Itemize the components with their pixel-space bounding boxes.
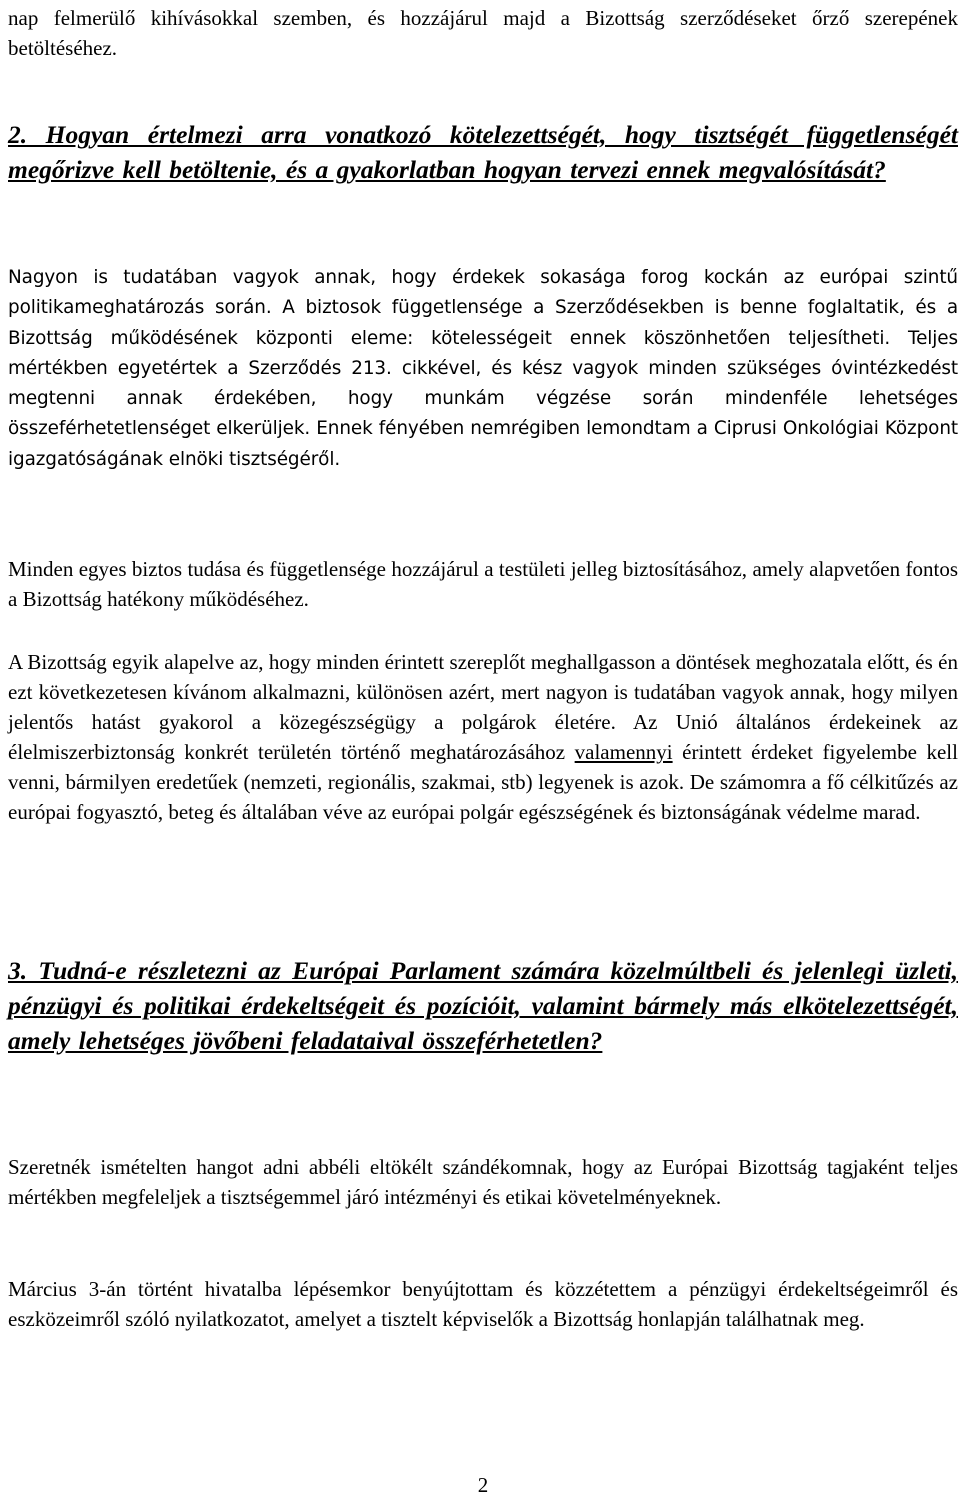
- intro-paragraph: nap felmerülő kihívásokkal szemben, és hozzájárul majd a Bizottság szerződéseket őrző szerepének betöltéséhez.: [8, 6, 958, 60]
- question-2-heading: 2. Hogyan értelmezi arra vonatkozó kötelezettségét, hogy tisztségét függetlenségét megőrizve kell betöltenie, és a gyakorlatban hogyan tervezi ennek megvalósítását?: [8, 120, 958, 184]
- paragraph-3-text-after: érintett érdeket figyelembe kell venni, bármilyen eredetűek (nemzeti, regionális, szakmai, stb) legyenek is azok. De számomra a fő célkitűzés az európai fogyasztó, beteg és általában véve az európai polgár egészségének és biztonságának védelme marad.: [8, 740, 958, 824]
- answer-paragraph-4: Szeretnék ismételten hangot adni abbéli eltökélt szándékomnak, hogy az Európai Bizottság tagjaként teljes mértékben megfeleljek a tisztségemmel járó intézményi és etikai követelményeknek.: [8, 1155, 958, 1209]
- answer-paragraph-3: [8, 647, 958, 827]
- question-3-heading: 3. Tudná-e részletezni az Európai Parlament számára közelmúltbeli és jelenlegi üzleti, pénzügyi és politikai érdekeltségeit és pozícióit, valamint bármely más elkötelezettségét, amely lehetséges jövőbeni feladataival összeférhetetlen?: [8, 956, 958, 1055]
- paragraph-3-text-before: A Bizottság egyik alapelve az, hogy minden érintett szereplőt meghallgasson a döntések meghozatala előtt, és én ezt következetesen kívánom alkalmazni, különösen azért, mert nagyon is tudatában vagyok annak, hogy milyen jelentős hatást gyakorol a közegészségügy a polgárok életére. Az Unió általános érdekeinek az élelmiszerbiztonság konkrét területén történő meghatározásához: [8, 650, 958, 764]
- answer-paragraph-1: Nagyon is tudatában vagyok annak, hogy érdekek sokasága forog kockán az európai szintű politikameghatározás során. A biztosok függetlensége a Szerződésekben is benne foglaltatik, és a Bizottság működésének központi eleme: kötelességeit ennek köszönhetően teljesítheti. Teljes mértékben egyetértek a Szerződés 213. cikkével, és kész vagyok minden szükséges óvintézkedést megtenni annak érdekében, hogy munkám végzése során mindenféle lehetséges összeférhetetlenséget elkerüljek. Ennek fényében nemrégiben lemondtam a Ciprusi Onkológiai Központ igazgatóságának elnöki tisztségéről.: [8, 267, 958, 470]
- answer-paragraph-2: Minden egyes biztos tudása és függetlensége hozzájárul a testületi jelleg biztosításához, amely alapvetően fontos a Bizottság hatékony működéséhez.: [8, 557, 958, 611]
- document-page: [8, 0, 958, 1499]
- paragraph-3-underlined-word: valamennyi: [574, 740, 673, 764]
- page-number: 2: [477, 1473, 489, 1497]
- answer-paragraph-5: Március 3-án történt hivatalba lépésemkor benyújtottam és közzétettem a pénzügyi érdekeltségeimről és eszközeimről szóló nyilatkozatot, amelyet a tisztelt képviselők a Bizottság honlapján találhatnak meg.: [8, 1277, 958, 1331]
